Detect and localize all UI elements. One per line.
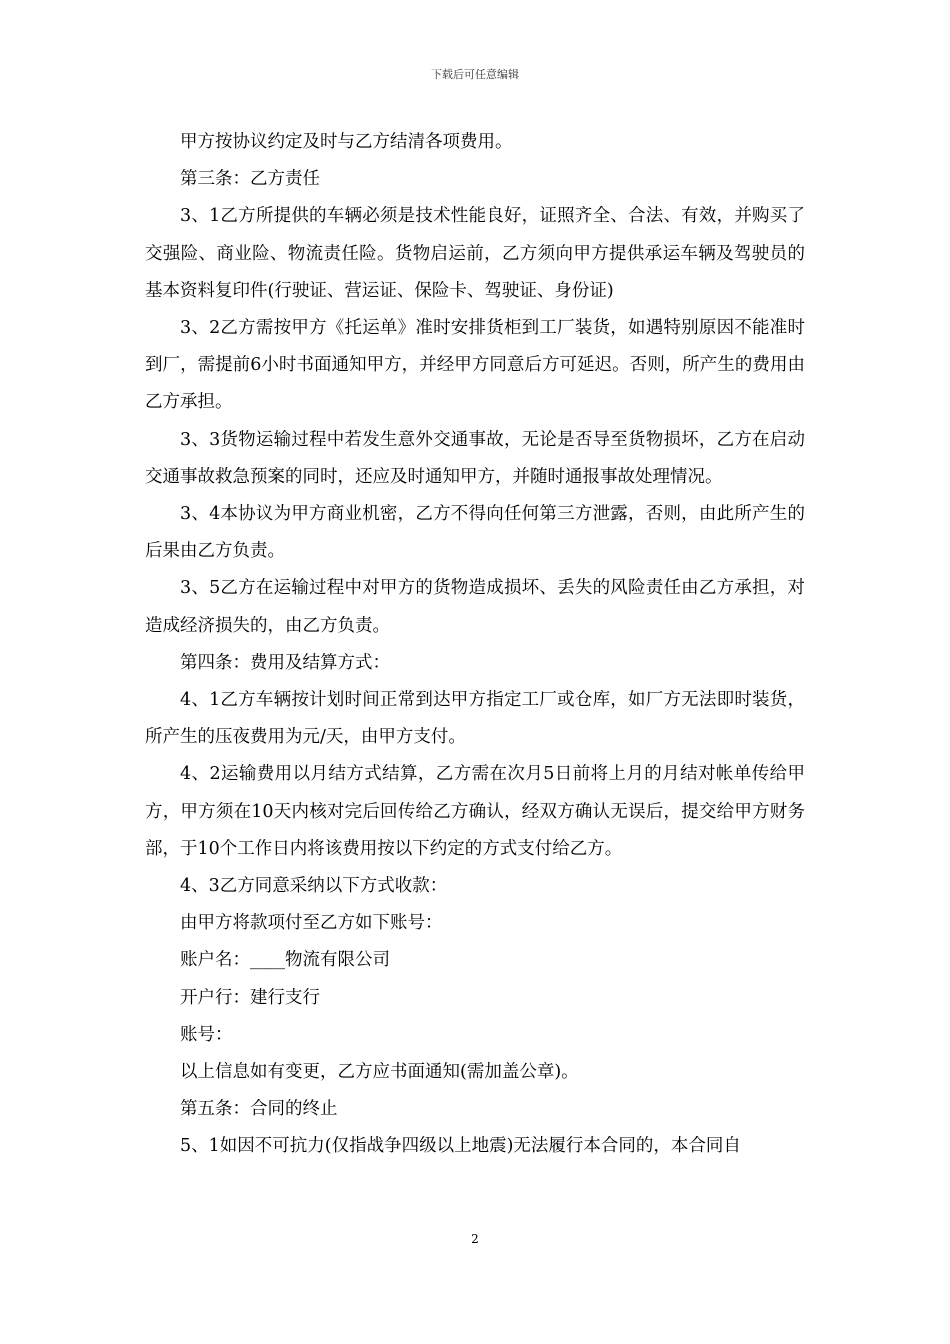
clause-3-3: 3、3货物运输过程中若发生意外交通事故，无论是否导至货物损坏，乙方在启动交通事故救急预案的同时，还应及时通知甲方，并随时通报事故处理情况。 [145, 429, 805, 487]
account-number: 账号： [180, 1024, 233, 1045]
bank-branch: 开户行：建行支行 [180, 987, 320, 1008]
clause-3-1: 3、1乙方所提供的车辆必须是技术性能良好，证照齐全、合法、有效，并购买了交强险、商业险、物流责任险。货物启运前，乙方须向甲方提供承运车辆及驾驶员的基本资料复印件(行驶证、营运证、保险卡、驾驶证、身份证) [145, 206, 805, 301]
change-notice: 以上信息如有变更，乙方应书面通知(需加盖公章)。 [180, 1062, 579, 1083]
section-heading-3: 第三条：乙方责任 [180, 169, 320, 190]
clause-4-1: 4、1乙方车辆按计划时间正常到达甲方指定工厂或仓库，如厂方无法即时装货，所产生的压夜费用为元/天，由甲方支付。 [145, 690, 805, 748]
page-number: 2 [471, 1232, 479, 1246]
clause-3-2: 3、2乙方需按甲方《托运单》准时安排货柜到工厂装货，如遇特别原因不能准时到厂，需提前6小时书面通知甲方，并经甲方同意后方可延迟。否则，所产生的费用由乙方承担。 [145, 318, 805, 413]
account-name: 账户名：____物流有限公司 [180, 950, 390, 971]
document-body [145, 124, 805, 1166]
paragraph-fee-settlement: 甲方按协议约定及时与乙方结清各项费用。 [180, 132, 513, 152]
clause-3-4: 3、4本协议为甲方商业机密，乙方不得向任何第三方泄露，否则，由此所产生的后果由乙方负责。 [145, 504, 805, 562]
clause-5-1: 5、1如因不可抗力(仅指战争四级以上地震)无法履行本合同的，本合同自 [180, 1136, 741, 1157]
page-header: 下载后可任意编辑 [431, 68, 519, 81]
clause-4-2: 4、2运输费用以月结方式结算，乙方需在次月5日前将上月的月结对帐单传给甲方，甲方须在10天内核对完后回传给乙方确认，经双方确认无误后，提交给甲方财务部，于10个工作日内将该费用按以下约定的方式支付给乙方。 [145, 764, 805, 859]
clause-3-5: 3、5乙方在运输过程中对甲方的货物造成损坏、丢失的风险责任由乙方承担，对造成经济损失的，由乙方负责。 [145, 578, 805, 636]
section-heading-4: 第四条：费用及结算方式： [180, 652, 390, 673]
clause-4-3: 4、3乙方同意采纳以下方式收款： [180, 876, 448, 897]
section-heading-5: 第五条：合同的终止 [180, 1099, 338, 1120]
payment-instruction: 由甲方将款项付至乙方如下账号： [180, 913, 443, 934]
